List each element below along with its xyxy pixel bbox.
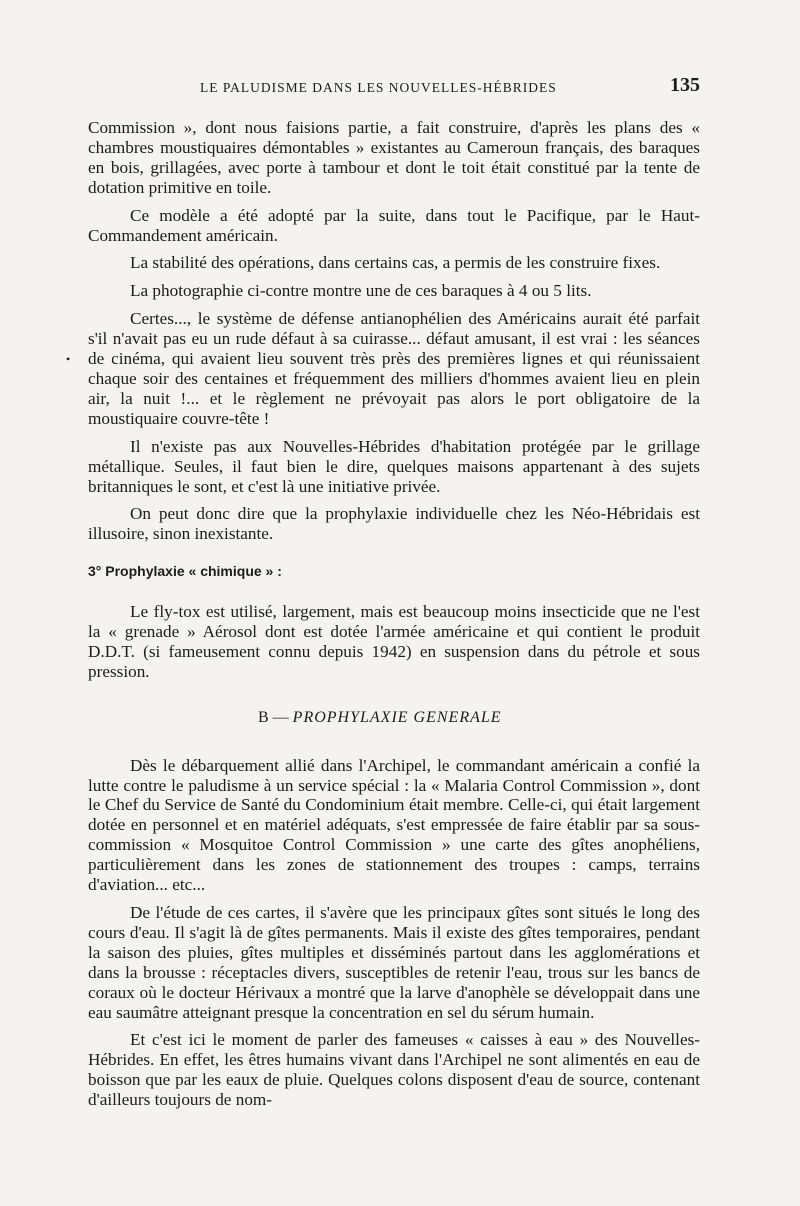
paragraph: Il n'existe pas aux Nouvelles-Hébrides d'habitation protégée par le grillage métallique. Seules, il faut bien le dire, quelques maisons appartenant à des sujets britanniques le sont, et c'est là une initiative privée.	[88, 436, 700, 496]
page-body	[88, 118, 700, 1118]
paragraph: Et c'est ici le moment de parler des fameuses « caisses à eau » des Nouvelles-Hébrides. En effet, les êtres humains vivant dans l'Archipel ne sont alimentés en eau de boisson que par les eaux de pluie. Quelques colons disposent d'eau de source, contenant d'ailleurs toujours de nom-	[88, 1030, 700, 1110]
margin-bullet-mark: •	[66, 352, 71, 366]
paragraph: Certes..., le système de défense antianophélien des Américains aurait été parfait s'il n'avait pas eu un rude défaut à sa cuirasse... défaut amusant, il est vrai : les séances de cinéma, qui avaient lieu souvent très près des premières lignes et qui réunissaient chaque soir des centaines et fréquemment des milliers d'hommes avaient lieu en plein air, la nuit !... et le règlement ne prévoyait pas alors le port obligatoire de la moustiquaire couvre-tête !	[88, 309, 700, 428]
paragraph: Ce modèle a été adopté par la suite, dans tout le Pacifique, par le Haut-Commandement américain.	[88, 205, 700, 245]
section-letter: B	[258, 708, 269, 726]
page-number: 135	[670, 74, 700, 96]
section-title: PROPHYLAXIE GENERALE	[292, 708, 502, 726]
running-title: LE PALUDISME DANS LES NOUVELLES-HÉBRIDES	[200, 80, 557, 95]
paragraph: De l'étude de ces cartes, il s'avère que les principaux gîtes sont situés le long des cours d'eau. Il s'agit là de gîtes permanents. Mais il existe des gîtes temporaires, pendant la saison des pluies, gîtes multiples et disséminés partout dans les agglomérations et dans la brousse : réceptacles divers, susceptibles de retenir l'eau, trous sur les bancs de coraux où le docteur Hérivaux a montré que la larve d'anophèle se développait dans une eau saumâtre atteignant presque la concentration en sel du sérum humain.	[88, 903, 700, 1022]
subheading-chemical-prophylaxis: 3° Prophylaxie « chimique » :	[88, 563, 282, 580]
paragraph: La stabilité des opérations, dans certains cas, a permis de les construire fixes.	[130, 253, 661, 273]
running-head	[200, 76, 700, 100]
paragraph: Commission », dont nous faisions partie, a fait construire, d'après les plans des « chambres moustiquaires démontables » existantes au Cameroun français, des baraques en bois, grillagées, avec porte à tambour et dont le toit était constitué par la tente de dotation primitive en toile.	[88, 118, 700, 197]
paragraph: Le fly-tox est utilisé, largement, mais est beaucoup moins insecticide que ne l'est la « grenade » Aérosol dont est dotée l'armée américaine et qui contient le produit D.D.T. (si fameusement connu depuis 1942) en suspension dans du pétrole et sous pression.	[88, 602, 700, 681]
section-heading	[88, 708, 700, 728]
paragraph: La photographie ci-contre montre une de ces baraques à 4 ou 5 lits.	[130, 281, 592, 301]
section-dash: —	[268, 708, 293, 726]
paragraph: Dès le débarquement allié dans l'Archipel, le commandant américain a confié la lutte contre le paludisme à un service spécial : la « Malaria Control Commission », dont le Chef du Service de Santé du Condominium était membre. Celle-ci, qui était largement dotée en personnel et en matériel adéquats, s'est empressée de faire établir par sa sous-commission « Mosquitoe Control Commission » une carte des gîtes anophéliens, particulièrement dans les zones de stationnement des troupes : camps, terrains d'aviation... etc...	[88, 755, 700, 895]
paragraph: On peut donc dire que la prophylaxie individuelle chez les Néo-Hébridais est illusoire, sinon inexistante.	[88, 504, 700, 544]
